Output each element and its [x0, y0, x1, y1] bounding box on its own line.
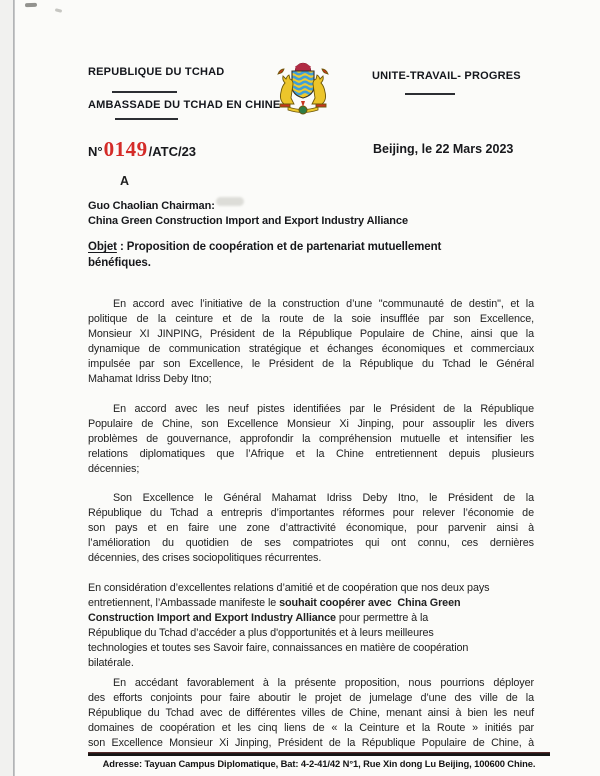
scan-edge-strip [0, 0, 13, 776]
paragraph-4 [88, 581, 534, 672]
letterhead-country: REPUBLIQUE DU TCHAD [88, 66, 225, 78]
subject-first-line [88, 240, 534, 256]
body-line: des efforts conjoints pour faire aboutir le projet de jumelage d’une des ville de la [88, 692, 534, 705]
scan-dust-mark [55, 8, 63, 13]
body-line: En considération d’excellentes relations d’amitié et de coopération que nos deux pays [88, 582, 490, 594]
body-line: dynamique de communication stratégique et échanges économiques et commerciaux [88, 343, 534, 356]
letterhead-embassy: AMBASSADE DU TCHAD EN CHINE [88, 99, 281, 111]
body-line: son pays et en faire une zone d’attractivité économique, pour parvenir ainsi à [88, 522, 534, 535]
body-line: Populaire de Chine, son Excellence Monsieur Xi Jinping, pour assouplir les divers [88, 418, 534, 431]
body-line: En accord avec l’initiative de la construction d’une "communauté de destin", et la [113, 298, 534, 310]
body-line: son Excellence Monsieur Xi Jinping, Président de la République Populaire de Chine, à [88, 737, 534, 750]
subject-second-line: bénéfiques. [88, 256, 151, 269]
staple-mark [25, 3, 37, 7]
recipient-block [88, 199, 408, 229]
footer-address: Adresse: Tayuan Campus Diplomatique, Bat: 4-2-41/42 N°1, Rue Xin dong Lu Beijing, 100600 Chine. [102, 758, 536, 769]
body-line: République du Tchad d’accéder a plus d'opportunités et à leurs meilleures [88, 627, 434, 640]
footer-rule [88, 752, 550, 756]
body-line: domaines de coopération et les cinq liens de « la Ceinture et la Route » initiés par [88, 722, 534, 735]
paragraph-2 [88, 402, 534, 477]
body-line: Son Excellence le Général Mahamat Idriss Deby Itno, le Président de la [113, 492, 534, 504]
subject-line [88, 240, 534, 271]
body-line: décennies, des crises sociopolitiques récurrentes. [88, 552, 322, 565]
dateline: Beijing, le 22 Mars 2023 [373, 142, 514, 156]
body-line: République du Tchad avec de différentes villes de Chine, menant ainsi à bien les neuf [88, 707, 534, 720]
body-line: Monsieur XI JINPING, Président de la République Populaire de Chine, ainsi que la [88, 328, 534, 341]
body-line: République du Tchad a entrepris d’importantes réformes pour relever l’économie de [88, 507, 534, 520]
recipient-organization: China Green Construction Import and Export Industry Alliance [88, 215, 408, 227]
body-line: Mahamat Idriss Deby Itno; [88, 373, 212, 386]
body-line: bilatérale. [88, 657, 134, 670]
body-line: entretiennent, l’Ambassade manifeste le souhait coopérer avec China Green [88, 597, 461, 610]
chad-coat-of-arms-icon [270, 60, 336, 118]
subject-text: : Proposition de coopération et de partenariat mutuellement [116, 241, 442, 253]
body-line: politique de la ceinture et de la route de la soie insufflée par son Excellence, [88, 313, 534, 326]
paragraph-5 [88, 676, 534, 751]
paragraph-3 [88, 491, 534, 566]
ref-prefix: N° [88, 144, 103, 159]
body-line: l’amélioration du quotidien de ses compatriotes qui ont connu, ces dernières [88, 537, 534, 550]
ref-number-red: 0149 [103, 137, 148, 161]
reference-number [88, 137, 196, 162]
letterhead-rule [115, 118, 178, 120]
ref-suffix: /ATC/23 [148, 144, 197, 159]
body-line: décennies; [88, 463, 140, 476]
body-line: En accord avec les neuf pistes identifiées par le Président de la République [113, 403, 534, 415]
body-line: impulsée par son Excellence, le Président de la République du Tchad le Général [88, 358, 534, 371]
letterhead-motto: UNITE-TRAVAIL- PROGRES [372, 70, 521, 82]
body-line: En accédant favorablement à la présente proposition, nous pourrions déployer [113, 677, 534, 689]
scan-edge-line [13, 0, 15, 776]
body-line: problèmes de gouvernance, approfondir la compréhension mutuelle et intensifier les [88, 433, 534, 446]
recipient-to-label: A [120, 174, 130, 188]
body-line: technologies et toutes ses Savoir faire, connaissances en matière de coopération [88, 642, 469, 655]
body-line: Construction Import and Export Industry Alliance pour permettre à la [88, 612, 429, 625]
subject-label: Objet [88, 241, 117, 253]
recipient-name: Guo Chaolian Chairman: [88, 200, 215, 212]
letterhead-rule [405, 93, 455, 95]
body-line: relations diplomatiques que l’Afrique et la Chine entretiennent depuis plusieurs [88, 448, 534, 461]
letterhead-rule [112, 91, 177, 93]
paragraph-1 [88, 297, 534, 388]
